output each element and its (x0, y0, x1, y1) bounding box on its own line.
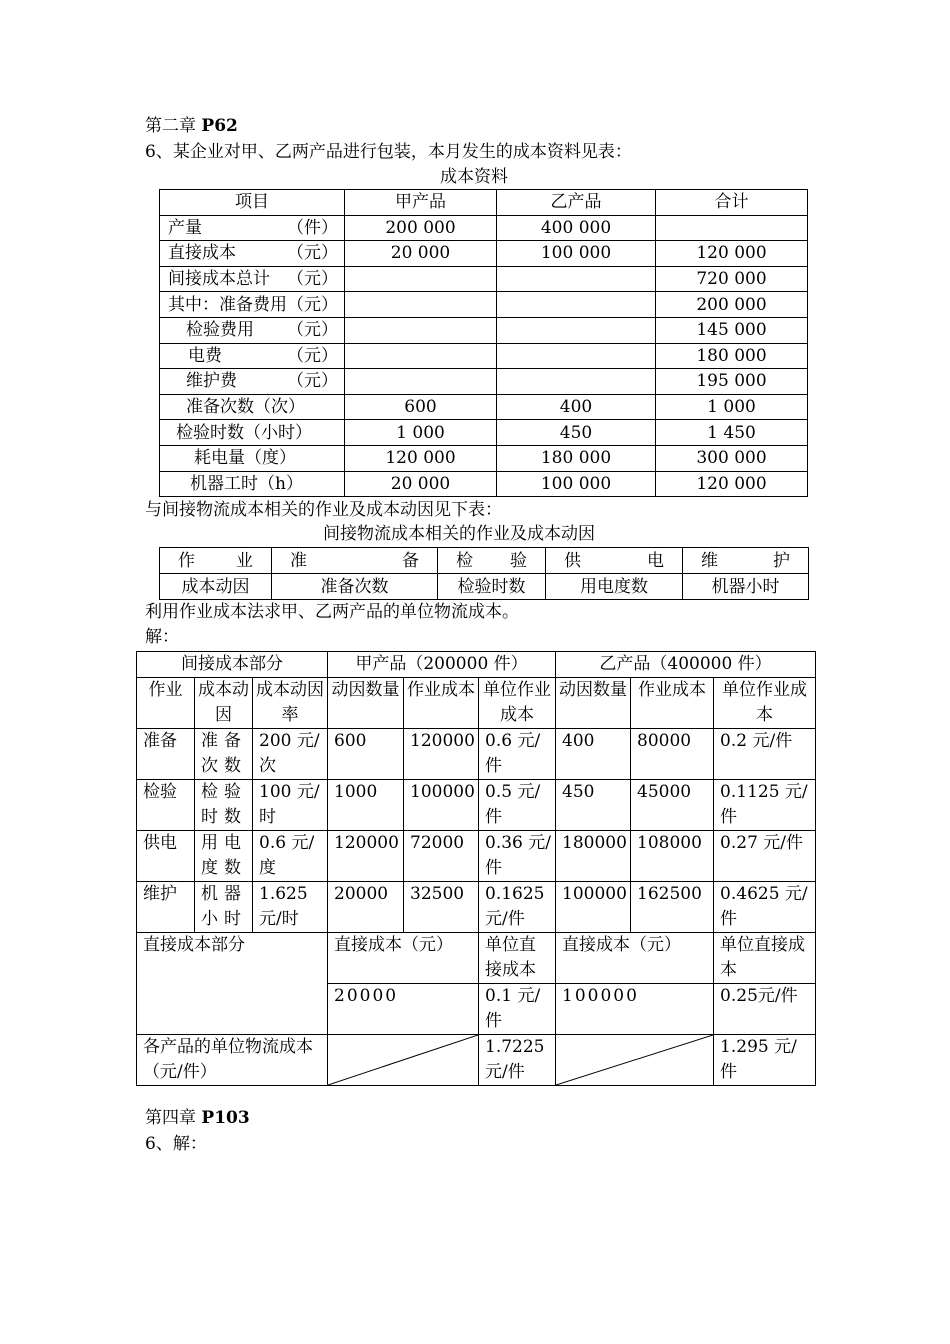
item-label: 机器工时（h） (190, 473, 303, 494)
item-unit: （元） (287, 320, 338, 341)
item-cell (160, 215, 345, 241)
activity-data-cell: 20000 (328, 882, 404, 933)
activity-label (160, 549, 271, 573)
value-cell (497, 266, 656, 292)
item-cell (160, 445, 345, 471)
value-cell: 20 000 (345, 471, 497, 497)
value-cell: 450 (497, 420, 656, 446)
value-cell (345, 369, 497, 395)
value-cell (345, 317, 497, 343)
sub-header-cell: 动因数量 (556, 678, 631, 729)
value-cell: 1 450 (656, 420, 808, 446)
product-a-header: 甲产品（200000 件） (328, 652, 556, 678)
activity-cell (160, 548, 272, 574)
activity-label (683, 549, 808, 573)
activity-char: 验 (510, 550, 527, 571)
activity-char: 业 (236, 550, 253, 571)
value-cell: 20 000 (345, 241, 497, 267)
diagonal-cell-b (556, 1035, 714, 1086)
value-cell: 400 000 (497, 215, 656, 241)
activity-cell (546, 548, 683, 574)
activity-data-cell: 0.2 元/件 (714, 729, 816, 780)
activity-data-cell: 32500 (404, 882, 479, 933)
activity-data-cell: 0.5 元/件 (479, 780, 556, 831)
table1-header-cell: 项目 (160, 190, 345, 216)
activity-data-cell: 162500 (631, 882, 714, 933)
item-label: 检验费用 (186, 320, 254, 341)
value-cell: 120 000 (656, 471, 808, 497)
chapter4-heading (145, 1107, 250, 1129)
item-unit: （元） (287, 345, 338, 366)
direct-a-header: 直接成本（元） (328, 933, 479, 984)
chapter4-page: P103 (201, 1108, 250, 1128)
activity-data-cell: 0.1625 元/件 (479, 882, 556, 933)
activity-data-cell: 维护 (137, 882, 195, 933)
activity-char: 准 (290, 550, 307, 571)
value-cell (497, 369, 656, 395)
direct-b-header: 直接成本（元） (556, 933, 714, 984)
activity-data-cell: 0.6 元/件 (479, 729, 556, 780)
activity-data-cell: 108000 (631, 831, 714, 882)
activity-char: 检 (456, 550, 473, 571)
total-a: 1.7225 元/件 (479, 1035, 556, 1086)
sub-header-cell: 动因数量 (328, 678, 404, 729)
item-label: 直接成本 (168, 243, 236, 264)
solution-label: 解： (145, 627, 179, 647)
value-cell: 400 (497, 394, 656, 420)
value-cell: 100 000 (497, 241, 656, 267)
direct-b-unit-header: 单位直接成本 (714, 933, 816, 984)
value-cell (656, 215, 808, 241)
driver-cell: 准备次数 (272, 574, 438, 600)
activity-char: 供 (564, 550, 581, 571)
solution-table (136, 651, 816, 1086)
intro-text: 与间接物流成本相关的作业及成本动因见下表： (145, 500, 502, 520)
sub-header-cell: 作业成本 (404, 678, 479, 729)
item-unit: （件） (287, 217, 338, 238)
driver-cell: 用电度数 (546, 574, 683, 600)
item-cell (160, 471, 345, 497)
activity-data-cell: 供电 (137, 831, 195, 882)
table-row (160, 317, 808, 343)
activity-data-cell: 450 (556, 780, 631, 831)
table2-caption: 间接物流成本相关的作业及成本动因 (323, 524, 595, 544)
diagonal-cell-a (328, 1035, 479, 1086)
activity-char: 备 (402, 550, 419, 571)
direct-a-value: 20000 (328, 984, 479, 1035)
chapter-heading (145, 115, 238, 137)
item-unit: （元） (287, 269, 338, 290)
item-label: 准备次数（次） (186, 397, 305, 418)
chapter-prefix: 第二章 (145, 116, 196, 136)
direct-a-unit-value: 0.1 元/件 (479, 984, 556, 1035)
item-unit: （元） (287, 294, 338, 315)
activity-driver-table (159, 547, 809, 600)
activity-label (272, 549, 437, 573)
sub-header-cell: 成本动因 (195, 678, 253, 729)
item-unit: （元） (287, 371, 338, 392)
sub-header-cell: 作业成本 (631, 678, 714, 729)
table-row (160, 343, 808, 369)
item-label: 其中：准备费用 (168, 294, 287, 315)
value-cell (345, 343, 497, 369)
activity-char: 电 (647, 550, 664, 571)
value-cell: 120 000 (345, 445, 497, 471)
item-cell (160, 292, 345, 318)
value-cell (497, 343, 656, 369)
activity-data-cell: 120000 (328, 831, 404, 882)
problem-text: 6、某企业对甲、乙两产品进行包装，本月发生的成本资料见表： (145, 142, 632, 162)
table-row (137, 729, 816, 780)
total-label: 各产品的单位物流成本（元/件） (137, 1035, 328, 1086)
activity-label (438, 549, 545, 573)
sub-header-cell: 成本动因率 (253, 678, 328, 729)
item-label: 间接成本总计 (168, 269, 270, 290)
activity-data-cell: 用电度数 (195, 831, 253, 882)
item-label: 检验时数（小时） (176, 422, 312, 443)
diagonal-line (328, 1035, 478, 1085)
activity-cell (272, 548, 438, 574)
activity-data-cell: 机器小时 (195, 882, 253, 933)
item-label: 电费 (188, 345, 222, 366)
item-cell (160, 394, 345, 420)
activity-data-cell: 100 元/时 (253, 780, 328, 831)
activity-cell (683, 548, 809, 574)
direct-label: 直接成本部分 (137, 933, 328, 1035)
item-cell (160, 266, 345, 292)
table-row (137, 780, 816, 831)
item-cell (160, 343, 345, 369)
activity-data-cell: 0.1125 元/件 (714, 780, 816, 831)
value-cell: 1 000 (345, 420, 497, 446)
value-cell: 200 000 (656, 292, 808, 318)
value-cell: 100 000 (497, 471, 656, 497)
value-cell: 720 000 (656, 266, 808, 292)
value-cell (497, 292, 656, 318)
item-unit: （元） (287, 243, 338, 264)
activity-data-cell: 45000 (631, 780, 714, 831)
value-cell: 600 (345, 394, 497, 420)
activity-data-cell: 80000 (631, 729, 714, 780)
activity-data-cell: 0.36 元/件 (479, 831, 556, 882)
direct-b-value: 100000 (556, 984, 714, 1035)
activity-data-cell: 120000 (404, 729, 479, 780)
activity-data-cell: 600 (328, 729, 404, 780)
table-row (160, 215, 808, 241)
value-cell: 180 000 (656, 343, 808, 369)
item-cell (160, 420, 345, 446)
item-label: 维护费 (186, 371, 237, 392)
chapter4-prefix: 第四章 (145, 1108, 196, 1128)
sub-header-cell: 作业 (137, 678, 195, 729)
activity-data-cell: 100000 (556, 882, 631, 933)
table1-caption: 成本资料 (440, 167, 508, 187)
activity-data-cell: 检验时数 (195, 780, 253, 831)
product-b-header: 乙产品（400000 件） (556, 652, 816, 678)
sub-header-cell: 单位作业成本 (714, 678, 816, 729)
activity-data-cell: 0.27 元/件 (714, 831, 816, 882)
activity-row (160, 548, 809, 574)
value-cell (497, 317, 656, 343)
activity-data-cell: 400 (556, 729, 631, 780)
cost-data-table (159, 189, 808, 497)
total-b: 1.295 元/件 (714, 1035, 816, 1086)
activity-data-cell: 检验 (137, 780, 195, 831)
item-label: 产量 (168, 217, 202, 238)
table1-header-row (160, 190, 808, 216)
item-cell (160, 369, 345, 395)
activity-data-cell: 0.4625 元/件 (714, 882, 816, 933)
activity-data-cell: 1000 (328, 780, 404, 831)
value-cell (345, 292, 497, 318)
table1-header-cell: 合计 (656, 190, 808, 216)
driver-cell: 成本动因 (160, 574, 272, 600)
indirect-header: 间接成本部分 (137, 652, 328, 678)
table-row (137, 882, 816, 933)
item-cell (160, 241, 345, 267)
value-cell: 195 000 (656, 369, 808, 395)
value-cell: 145 000 (656, 317, 808, 343)
activity-data-cell: 100000 (404, 780, 479, 831)
value-cell: 200 000 (345, 215, 497, 241)
table-row (160, 369, 808, 395)
activity-label (546, 549, 682, 573)
table-row (137, 831, 816, 882)
activity-data-cell: 200 元/次 (253, 729, 328, 780)
table-row (160, 241, 808, 267)
table-row (160, 420, 808, 446)
item-cell (160, 317, 345, 343)
driver-cell: 检验时数 (438, 574, 546, 600)
value-cell: 300 000 (656, 445, 808, 471)
diagonal-line (556, 1035, 713, 1085)
activity-data-cell: 准备 (137, 729, 195, 780)
activity-data-cell: 180000 (556, 831, 631, 882)
table1-header-cell: 甲产品 (345, 190, 497, 216)
table-row (160, 471, 808, 497)
activity-char: 护 (773, 550, 790, 571)
table-row (160, 445, 808, 471)
chapter-page: P62 (201, 116, 238, 136)
activity-char: 作 (178, 550, 195, 571)
problem4-text: 6、解： (145, 1134, 207, 1154)
direct-b-unit-value: 0.25元/件 (714, 984, 816, 1035)
activity-char: 维 (701, 550, 718, 571)
value-cell: 180 000 (497, 445, 656, 471)
activity-data-cell: 1.625 元/时 (253, 882, 328, 933)
activity-cell (438, 548, 546, 574)
question-text: 利用作业成本法求甲、乙两产品的单位物流成本。 (145, 602, 519, 622)
table1-header-cell: 乙产品 (497, 190, 656, 216)
item-label: 耗电量（度） (194, 448, 296, 469)
value-cell: 1 000 (656, 394, 808, 420)
activity-data-cell: 72000 (404, 831, 479, 882)
value-cell (345, 266, 497, 292)
driver-row (160, 574, 809, 600)
value-cell: 120 000 (656, 241, 808, 267)
activity-data-cell: 0.6 元/度 (253, 831, 328, 882)
table-row (160, 292, 808, 318)
direct-a-unit-header: 单位直接成本 (479, 933, 556, 984)
table-row (160, 266, 808, 292)
table-row (160, 394, 808, 420)
sub-header-cell: 单位作业成本 (479, 678, 556, 729)
driver-cell: 机器小时 (683, 574, 809, 600)
activity-data-cell: 准备次数 (195, 729, 253, 780)
